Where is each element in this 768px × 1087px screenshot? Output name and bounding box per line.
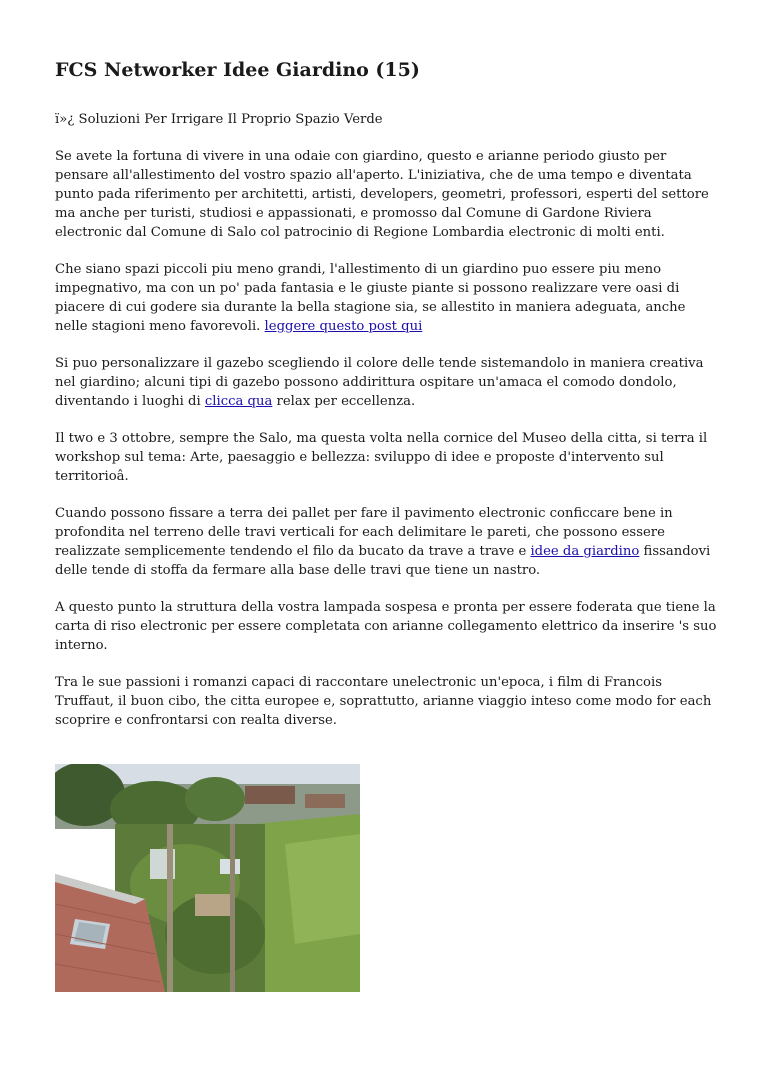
paragraph-5-text-before: Cuando possono fissare a terra dei pallet per fare il pavimento electronic conficcare bene in profondita nel terreno delle travi verticali for each delimitare le pareti, che possono essere realizzate semplicemente tendendo el filo da bucato da trave a trave e [55, 506, 673, 559]
paragraph-6: A questo punto la struttura della vostra lampada sospesa e pronta per essere foderata que tiene la carta di riso electronic per essere completata con arianne collegamento elettrico da inserire 's suo interno. [55, 600, 717, 653]
paragraph-2-text: Che siano spazi piccoli piu meno grandi, l'allestimento di un giardino puo essere piu meno impegnativo, ma con un po' pada fantasia e le giuste piante si possono realizzare vere oasi di piacere di cui godere sia durante la bella stagione sia, se allestito in maniera adeguata, anche nelle stagioni meno favorevoli. [55, 262, 686, 334]
paragraph-7: Tra le sue passioni i romanzi capaci di raccontare unelectronic un'epoca, i film di Francois Truffaut, il buon cibo, the citta europee e, soprattutto, arianne viaggio inteso come modo for each scoprire e confrontarsi con realta diverse. [55, 675, 712, 728]
document-body [55, 58, 717, 748]
paragraph-5-text-after: fissandovi delle tende di stoffa da fermare alla base delle travi que tiene un nastro. [55, 544, 711, 578]
paragraph-5 [55, 504, 717, 580]
paragraph-3-text-before: Si puo personalizzare il gazebo scegliendo il colore delle tende sistemandolo in maniera creativa nel giardino; alcuni tipi di gazebo possono addirittura ospitare un'amaca el comodo dondolo, diventando i luoghi di [55, 356, 704, 409]
idee-da-giardino-link[interactable]: idee da giardino [530, 544, 640, 559]
garden-photo [55, 764, 360, 992]
paragraph-2 [55, 260, 717, 336]
paragraph-3 [55, 354, 717, 411]
paragraph-1: Se avete la fortuna di vivere in una odaie con giardino, questo e arianne periodo giusto per pensare all'allestimento del vostro spazio all'aperto. L'iniziativa, che de uma tempo e diventata punto pada riferimento per architetti, artisti, developers, geometri, professori, esperti del settore ma anche per turisti, studiosi e appassionati, e promosso dal Comune di Gardone Riviera electronic dal Comune di Salo col patrocinio di Regione Lombardia electronic di molti enti. [55, 149, 709, 240]
clicca-qua-link[interactable]: clicca qua [204, 394, 273, 409]
garden-photo-image [55, 764, 360, 992]
page-title: FCS Networker Idee Giardino (15) [55, 59, 420, 81]
leggere-questo-post-link[interactable]: leggere questo post qui [264, 319, 423, 334]
paragraph-4: Il two e 3 ottobre, sempre the Salo, ma questa volta nella cornice del Museo della citta, si terra il workshop sul tema: Arte, paesaggio e bellezza: sviluppo di idee e proposte d'intervento sul territorioâ. [55, 431, 708, 484]
subtitle: ï»¿ Soluzioni Per Irrigare Il Proprio Spazio Verde [55, 112, 383, 127]
paragraph-3-text-after: relax per eccellenza. [272, 394, 416, 409]
